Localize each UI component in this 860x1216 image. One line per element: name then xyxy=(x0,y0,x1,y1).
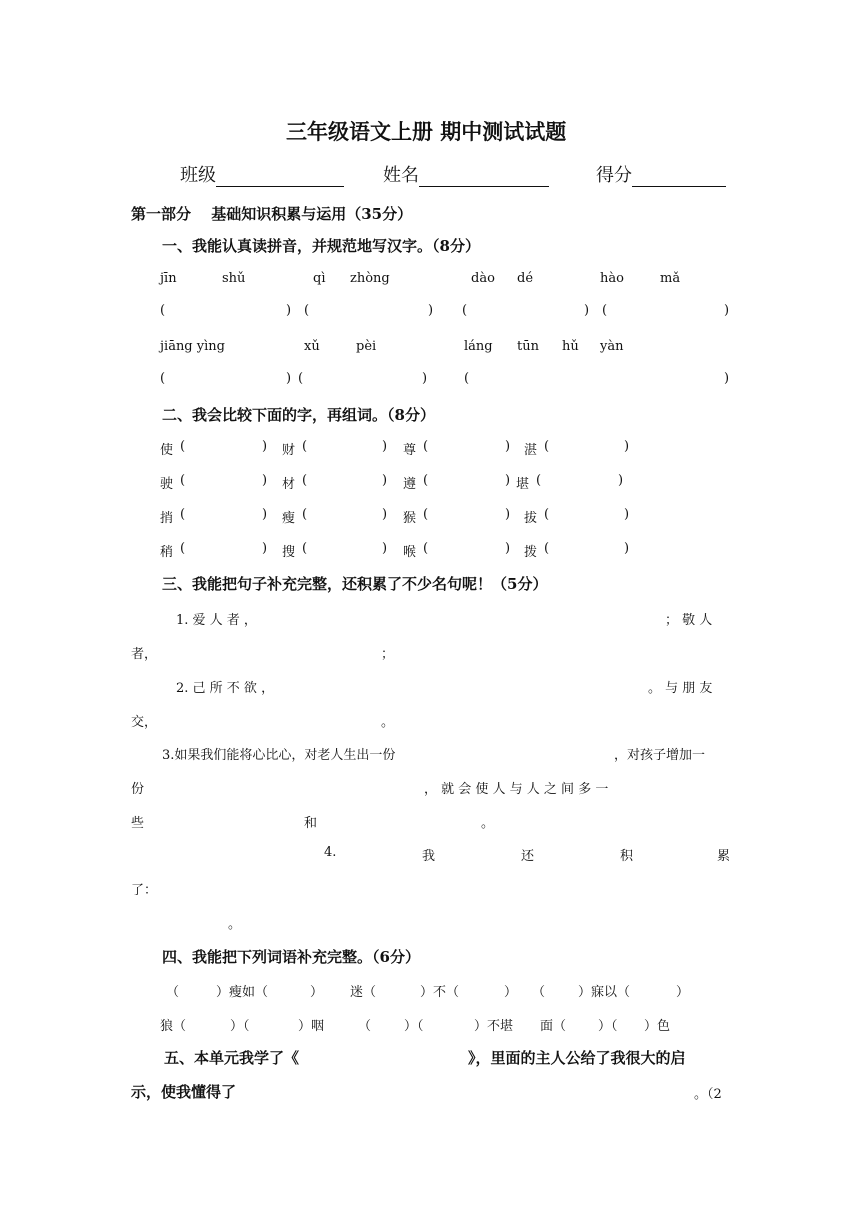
pinyin-item: láng xyxy=(464,339,493,354)
paren-close: ) xyxy=(262,541,268,556)
sentence-text: 。 xyxy=(481,816,495,831)
paren-close: ) xyxy=(262,507,268,522)
sentence-text: 者， xyxy=(131,647,158,662)
pinyin-item: hào xyxy=(600,271,624,286)
paren-close: ) xyxy=(618,473,624,488)
paren-close: ) xyxy=(262,439,268,454)
pinyin-item: dé xyxy=(517,271,534,286)
sentence-text: ， 就 会 使 人 与 人 之 间 多 一 xyxy=(424,782,609,797)
char-item: 喉 xyxy=(403,545,417,560)
name-blank[interactable] xyxy=(419,166,549,187)
idiom-part: ）不（ xyxy=(420,985,460,1000)
idiom-part: ）瘦如（ xyxy=(216,985,269,1000)
sentence-text: 3.如果我们能将心比心，对老人生出一份 xyxy=(162,748,396,763)
char-item: 遵 xyxy=(403,477,417,492)
paren-close: ) xyxy=(584,303,590,318)
paren-close: ) xyxy=(262,473,268,488)
char-item: 尊 xyxy=(403,443,417,458)
paren-open: ( xyxy=(602,303,608,318)
paren-close: ) xyxy=(624,507,630,522)
char-item: 拔 xyxy=(524,511,538,526)
sentence-text: 了： xyxy=(131,883,158,898)
char-item: 搜 xyxy=(282,545,296,560)
idiom-part: ）寐以（ xyxy=(578,985,631,1000)
sentence-text: 4. xyxy=(324,845,337,860)
char-item: 堪 xyxy=(516,477,530,492)
score-blank[interactable] xyxy=(632,166,726,187)
pinyin-item: yàn xyxy=(600,339,624,354)
pinyin-item: mǎ xyxy=(660,271,681,286)
idiom-part: （ xyxy=(532,985,546,1000)
idiom-part: 迷（ xyxy=(350,985,377,1000)
sentence-text: ； xyxy=(381,647,395,662)
char-item: 材 xyxy=(282,477,296,492)
char-item: 瘦 xyxy=(282,511,296,526)
paren-open: ( xyxy=(462,303,468,318)
sentence-text: 和 xyxy=(304,816,318,831)
paren-close: ) xyxy=(624,541,630,556)
paren-open: ( xyxy=(304,303,310,318)
idiom-part: ）咽 xyxy=(298,1019,325,1034)
score-label: 得分 xyxy=(596,165,632,186)
paren-open: ( xyxy=(464,371,470,386)
sentence-text: ，对孩子增加一 xyxy=(614,748,706,763)
pinyin-item: hǔ xyxy=(562,339,579,354)
q2-heading: 二、我会比较下面的字，再组词。（8分） xyxy=(162,406,435,424)
paren-open: ( xyxy=(302,439,308,454)
q3-heading: 三、我能把句子补充完整，还积累了不少名句呢！（5分） xyxy=(162,575,548,593)
paren-close: ) xyxy=(505,541,511,556)
paren-close: ) xyxy=(624,439,630,454)
sentence-text: 。 与 朋 友 xyxy=(648,681,713,696)
paren-close: ) xyxy=(382,473,388,488)
paren-open: ( xyxy=(302,473,308,488)
name-field xyxy=(383,161,549,187)
sentence-text: 1. 爱 人 者 ， xyxy=(176,613,257,628)
part-heading: 第一部分 基础知识积累与运用（35分） xyxy=(131,205,413,223)
idiom-part: 狼（ xyxy=(160,1019,187,1034)
pinyin-item: zhòng xyxy=(350,271,390,286)
sentence-text: 交， xyxy=(131,715,158,730)
paren-open: ( xyxy=(180,541,186,556)
paren-open: ( xyxy=(180,507,186,522)
paren-open: ( xyxy=(298,371,304,386)
pinyin-item: qì xyxy=(313,271,326,286)
class-blank[interactable] xyxy=(216,166,344,187)
paren-open: ( xyxy=(180,473,186,488)
paren-open: ( xyxy=(544,541,550,556)
paren-close: ) xyxy=(382,541,388,556)
pinyin-item: xǔ xyxy=(304,339,320,354)
sentence-text: 份 xyxy=(131,782,145,797)
pinyin-item: shǔ xyxy=(222,271,246,286)
paren-close: ) xyxy=(724,371,730,386)
sentence-text: 还 xyxy=(521,849,535,864)
pinyin-item: dào xyxy=(471,271,495,286)
class-field xyxy=(180,161,344,187)
paren-close: ) xyxy=(505,439,511,454)
sentence-text: 些 xyxy=(131,816,145,831)
char-item: 湛 xyxy=(524,443,538,458)
paren-open: ( xyxy=(302,541,308,556)
name-label: 姓名 xyxy=(383,165,419,186)
paren-open: ( xyxy=(423,507,429,522)
idiom-part: （ xyxy=(166,985,180,1000)
char-item: 使 xyxy=(160,443,174,458)
sentence-text: 2. 己 所 不 欲 ， xyxy=(176,681,275,696)
q1-heading: 一、我能认真读拼音，并规范地写汉字。（8分） xyxy=(162,237,480,255)
pinyin-item: pèi xyxy=(356,339,377,354)
idiom-part: ） xyxy=(504,985,518,1000)
idiom-part: ）（ xyxy=(230,1019,250,1034)
sentence-text: 累 xyxy=(717,849,731,864)
sentence-text: 积 xyxy=(620,849,634,864)
idiom-part: ） xyxy=(676,985,690,1000)
paren-open: ( xyxy=(160,303,166,318)
pinyin-item: tūn xyxy=(517,339,539,354)
q5-text: 》，里面的主人公给了我很大的启 xyxy=(468,1049,686,1067)
idiom-part: ）（ xyxy=(404,1019,424,1034)
paren-close: ) xyxy=(286,371,292,386)
char-item: 拨 xyxy=(524,545,538,560)
paren-close: ) xyxy=(505,473,511,488)
paren-open: ( xyxy=(160,371,166,386)
score-field xyxy=(596,161,726,187)
q5-text: 。（2 xyxy=(694,1087,722,1102)
char-item: 驶 xyxy=(160,477,174,492)
idiom-part: ）色 xyxy=(644,1019,671,1034)
sentence-text: 。 xyxy=(381,715,395,730)
sentence-text: 。 xyxy=(228,917,242,932)
paren-open: ( xyxy=(302,507,308,522)
idiom-part: （ xyxy=(358,1019,372,1034)
q4-heading: 四、我能把下列词语补充完整。（6分） xyxy=(162,948,420,966)
q5-text: 五、本单元我学了《 xyxy=(164,1049,300,1067)
class-label: 班级 xyxy=(180,165,216,186)
char-item: 稍 xyxy=(160,545,174,560)
pinyin-item: jiāng yìng xyxy=(160,339,225,354)
paren-open: ( xyxy=(544,439,550,454)
paren-close: ) xyxy=(422,371,428,386)
idiom-part: ） xyxy=(310,985,324,1000)
paren-close: ) xyxy=(382,507,388,522)
idiom-part: ）（ xyxy=(598,1019,618,1034)
paren-open: ( xyxy=(180,439,186,454)
paren-close: ) xyxy=(286,303,292,318)
paren-open: ( xyxy=(423,473,429,488)
paren-close: ) xyxy=(505,507,511,522)
paren-close: ) xyxy=(724,303,730,318)
paren-close: ) xyxy=(382,439,388,454)
char-item: 猴 xyxy=(403,511,417,526)
paren-close: ) xyxy=(428,303,434,318)
char-item: 捎 xyxy=(160,511,174,526)
char-item: 财 xyxy=(282,443,296,458)
paren-open: ( xyxy=(536,473,542,488)
page-title: 三年级语文上册 期中测试试题 xyxy=(286,119,567,144)
paren-open: ( xyxy=(423,541,429,556)
pinyin-item: jīn xyxy=(160,271,177,286)
idiom-part: ）不堪 xyxy=(474,1019,514,1034)
paren-open: ( xyxy=(423,439,429,454)
idiom-part: 面（ xyxy=(540,1019,567,1034)
sentence-text: 我 xyxy=(422,849,436,864)
q5-text: 示，使我懂得了 xyxy=(131,1083,237,1101)
paren-open: ( xyxy=(544,507,550,522)
sentence-text: ； 敬 人 xyxy=(665,613,713,628)
